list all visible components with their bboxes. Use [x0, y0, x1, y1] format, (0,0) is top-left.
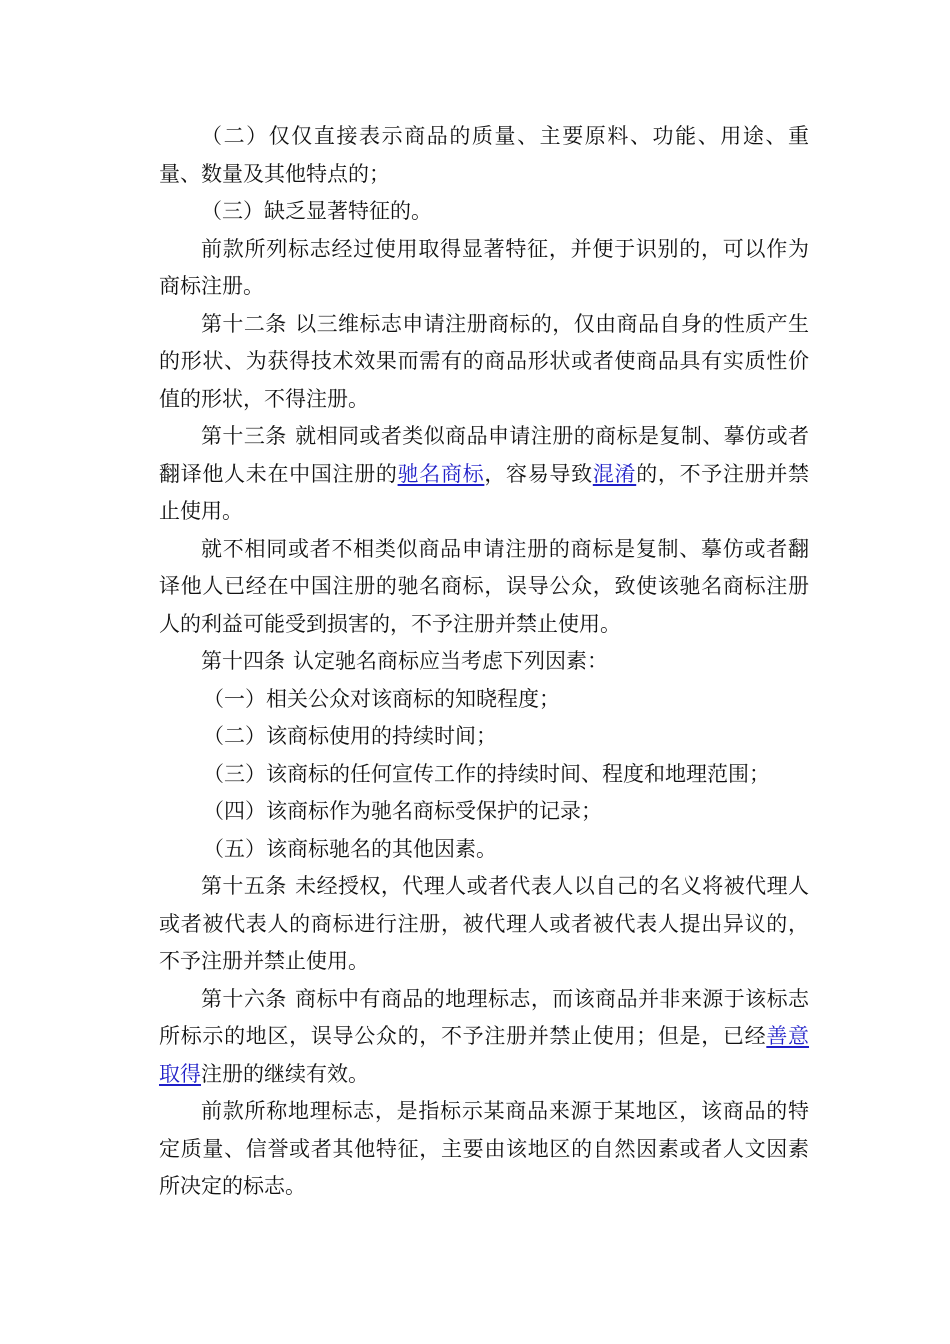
article-12-heading: 第十二条 — [201, 311, 287, 336]
article-15 — [159, 868, 809, 981]
article-16-paragraph-2: 前款所称地理标志，是指标示某商品来源于某地区，该商品的特定质量、信誉或者其他特征，主要由该地区的自然因素或者人文因素所决定的标志。 — [159, 1099, 809, 1198]
article-14-text: 认定驰名商标应当考虑下列因素： — [293, 649, 608, 673]
confusion-link[interactable]: 混淆 — [592, 461, 637, 486]
article-14-item-5: （五）该商标驰名的其他因素。 — [203, 836, 497, 861]
article-15-heading: 第十五条 — [201, 874, 287, 898]
article-14 — [159, 643, 809, 681]
article-12-text: 以三维标志申请注册商标的，仅由商品自身的性质产生的形状、为获得技术效果而需有的商品形状或者使商品具有实质性价值的形状，不得注册。 — [159, 311, 810, 411]
article-14-item-2: （二）该商标使用的持续时间； — [203, 724, 497, 748]
article-13-text-c: 的，不予注册并禁止使用。 — [159, 461, 810, 523]
article-16 — [159, 981, 809, 1094]
article-14-heading: 第十四条 — [201, 649, 285, 673]
article-15-text: 未经授权，代理人或者代表人以自己的名义将被代理人或者被代表人的商标进行注册，被代理人或者被代表人提出异议的，不予注册并禁止使用。 — [159, 874, 810, 973]
article-16-text-a: 商标中有商品的地理标志，而该商品并非来源于该标志所标示的地区，误导公众的，不予注册并禁止使用；但是，已经 — [159, 986, 810, 1048]
paragraph-item-2: （二）仅仅直接表示商品的质量、主要原料、功能、用途、重量、数量及其他特点的； — [159, 124, 809, 186]
paragraph-note: 前款所列标志经过使用取得显著特征，并便于识别的，可以作为商标注册。 — [159, 236, 809, 298]
paragraph-item-3: （三）缺乏显著特征的。 — [201, 199, 432, 223]
article-16-heading: 第十六条 — [201, 986, 287, 1011]
article-13-text-b: ，容易导致 — [484, 461, 593, 486]
document-body — [159, 118, 809, 1206]
article-14-item-1: （一）相关公众对该商标的知晓程度； — [203, 686, 560, 711]
good-faith-link[interactable]: 善意取得 — [159, 1024, 810, 1086]
article-14-item-3: （三）该商标的任何宣传工作的持续时间、程度和地理范围； — [203, 761, 770, 786]
article-13-heading: 第十三条 — [201, 424, 287, 448]
article-13-text-a: 就相同或者类似商品申请注册的商标是复制、摹仿或者翻译他人未在中国注册的 — [159, 424, 810, 486]
article-13 — [159, 418, 809, 531]
article-13-paragraph-2: 就不相同或者不相类似商品申请注册的商标是复制、摹仿或者翻译他人已经在中国注册的驰名商标，误导公众，致使该驰名商标注册人的利益可能受到损害的，不予注册并禁止使用。 — [159, 536, 809, 636]
well-known-trademark-link[interactable]: 驰名商标 — [397, 461, 485, 486]
article-12 — [159, 306, 809, 419]
article-14-item-4: （四）该商标作为驰名商标受保护的记录； — [203, 799, 602, 823]
article-16-text-b: 注册的继续有效。 — [201, 1061, 369, 1086]
